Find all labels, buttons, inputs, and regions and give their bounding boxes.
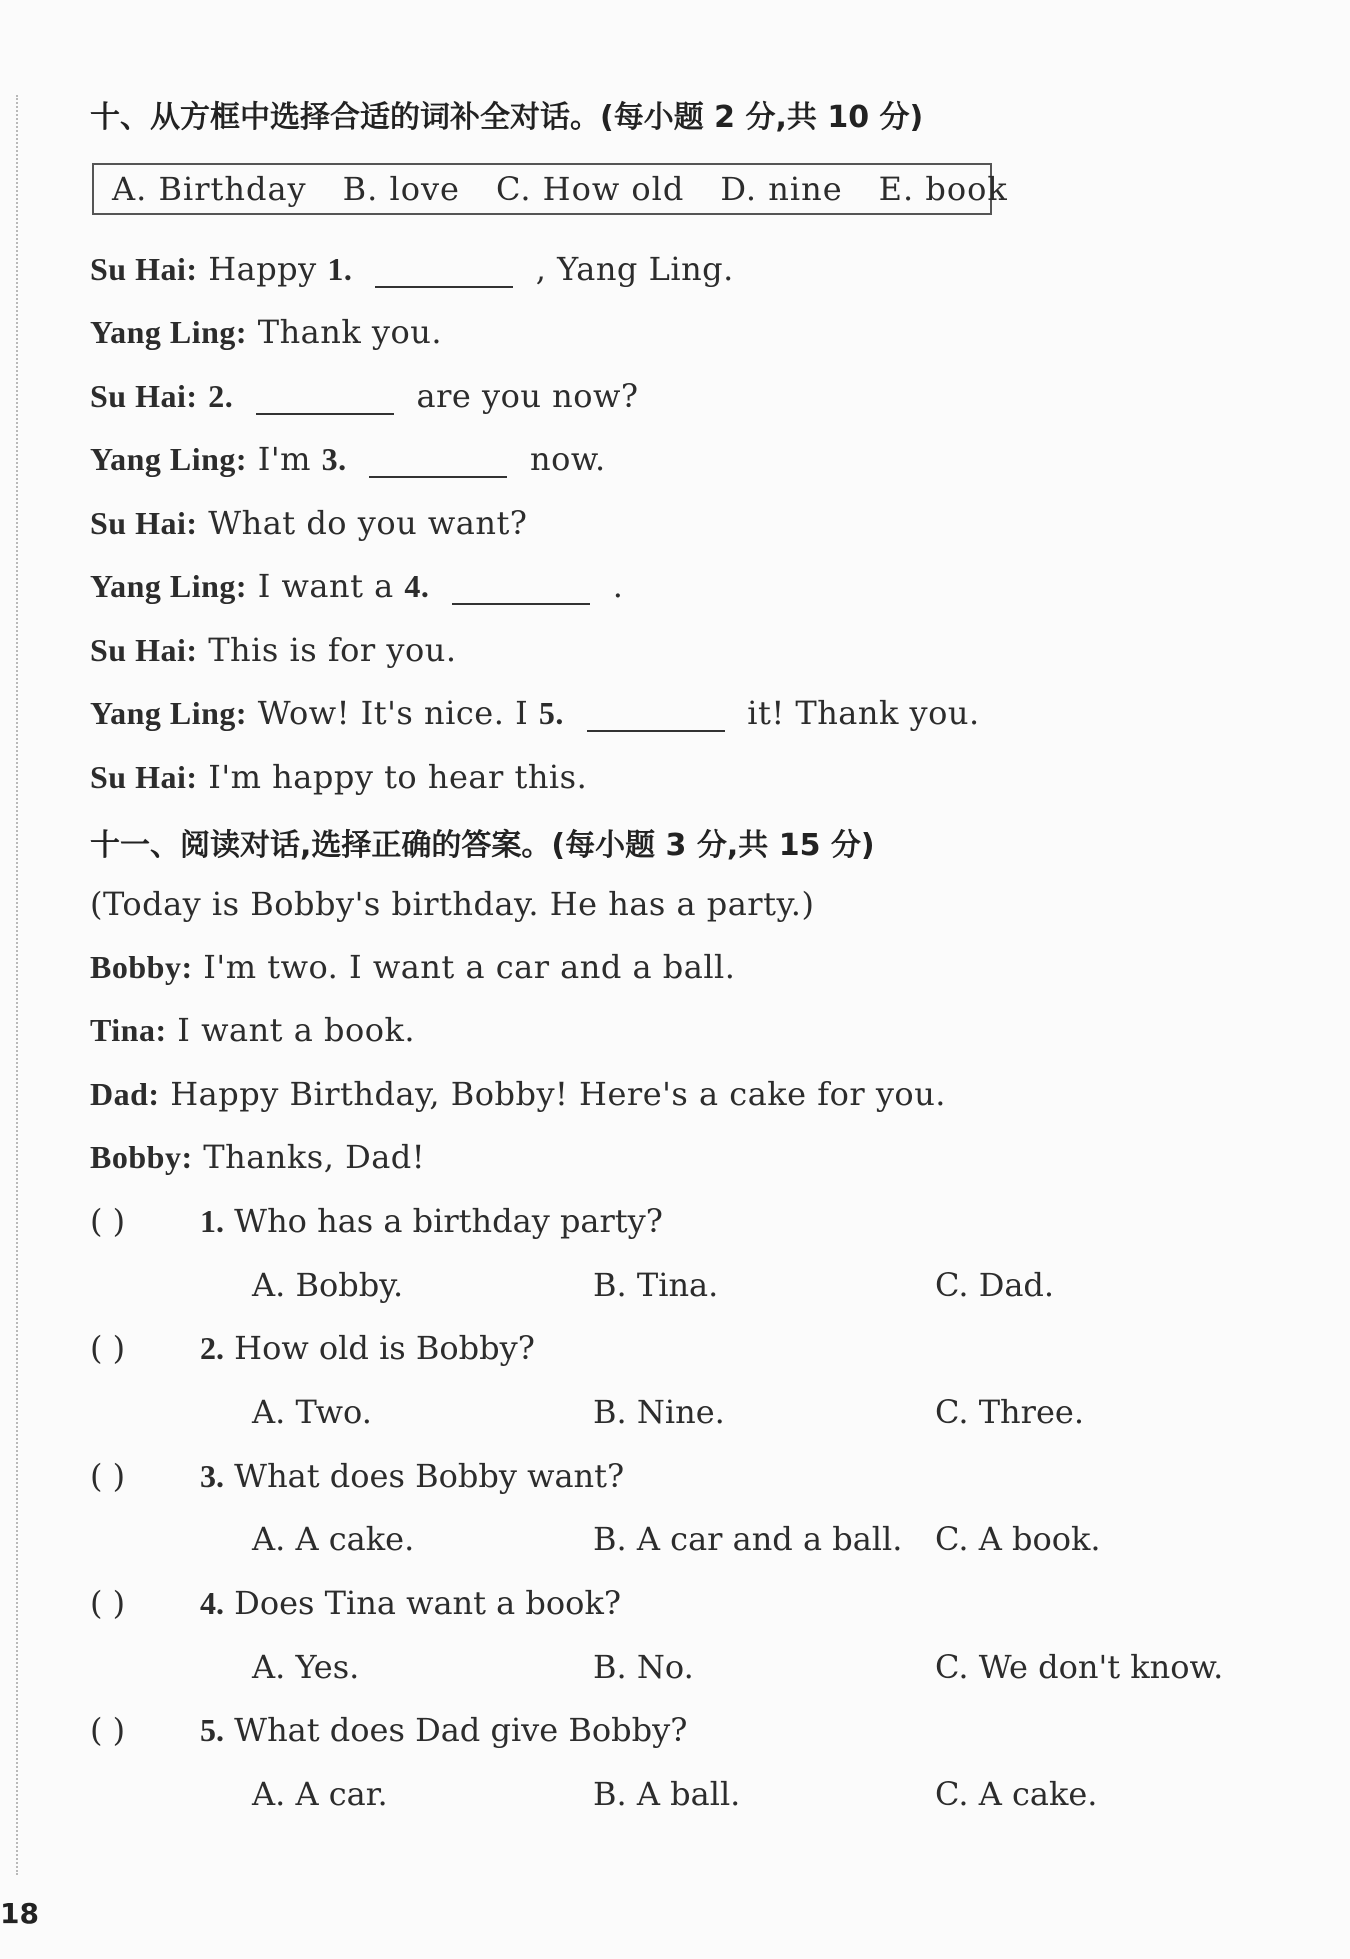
speaker-label: Su Hai: <box>90 632 198 668</box>
blank-number: 3. <box>321 441 347 477</box>
speaker-label: Yang Ling: <box>90 314 248 350</box>
option-a: A. A cake. <box>252 1520 415 1558</box>
speaker-label: Dad: <box>90 1076 160 1112</box>
dialogue-line <box>90 948 735 986</box>
dialogue-line <box>90 694 980 732</box>
blank-number: 2. <box>208 378 234 414</box>
dialogue-line <box>90 440 606 478</box>
option-a: A. Bobby. <box>252 1266 404 1304</box>
question-text: Does Tina want a book? <box>234 1584 621 1622</box>
word-option: D. nine <box>720 170 843 208</box>
line-text: , Yang Ling. <box>535 250 734 288</box>
question-number: 3. <box>200 1458 224 1494</box>
dialogue-line <box>90 567 623 605</box>
question <box>200 1329 535 1367</box>
word-options-box <box>92 163 1008 215</box>
line-text: Thanks, Dad! <box>203 1138 426 1176</box>
dialogue-line <box>90 313 442 351</box>
line-text: I'm two. I want a car and a ball. <box>203 948 736 986</box>
blank-number: 5. <box>538 695 564 731</box>
dialogue-line <box>90 504 527 542</box>
line-text: Happy Birthday, Bobby! Here's a cake for you. <box>170 1075 946 1113</box>
question <box>200 1584 621 1622</box>
line-text: I'm happy to hear this. <box>208 758 588 796</box>
word-option: E. book <box>878 170 1008 208</box>
speaker-label: Su Hai: <box>90 759 198 795</box>
option-b: B. A car and a ball. <box>593 1520 903 1558</box>
option-c: C. A book. <box>935 1520 1101 1558</box>
question <box>200 1457 624 1495</box>
speaker-label: Su Hai: <box>90 378 198 414</box>
option-a: A. A car. <box>252 1775 388 1813</box>
option-c: C. We don't know. <box>935 1648 1224 1686</box>
option-b: B. Nine. <box>593 1393 725 1431</box>
section-10-title: 十、从方框中选择合适的词补全对话。(每小题 2 分,共 10 分) <box>90 100 924 135</box>
dialogue-line <box>90 377 639 415</box>
speaker-label: Su Hai: <box>90 505 198 541</box>
dialogue-line <box>90 1075 946 1113</box>
question-text: How old is Bobby? <box>234 1329 535 1367</box>
speaker-label: Yang Ling: <box>90 568 248 604</box>
question-number: 5. <box>200 1712 224 1748</box>
answer-bracket[interactable]: ( ) <box>90 1202 126 1240</box>
blank-number: 1. <box>327 251 353 287</box>
speaker-label: Su Hai: <box>90 251 198 287</box>
word-option: A. Birthday <box>112 170 307 208</box>
question-number: 1. <box>200 1203 224 1239</box>
speaker-label: Yang Ling: <box>90 441 248 477</box>
line-text: I want a <box>257 567 405 605</box>
option-a: A. Yes. <box>252 1648 360 1686</box>
margin-divider <box>16 95 18 1875</box>
answer-bracket[interactable]: ( ) <box>90 1711 126 1749</box>
word-option: C. How old <box>495 170 685 208</box>
reading-intro: (Today is Bobby's birthday. He has a party.) <box>90 885 815 923</box>
line-text: Happy <box>208 250 328 288</box>
section-11-title: 十一、阅读对话,选择正确的答案。(每小题 3 分,共 15 分) <box>90 828 875 863</box>
line-text: . <box>612 567 624 605</box>
answer-blank[interactable] <box>587 729 725 732</box>
line-text: I want a book. <box>177 1011 416 1049</box>
option-b: B. A ball. <box>593 1775 741 1813</box>
question <box>200 1711 687 1749</box>
speaker-label: Yang Ling: <box>90 695 248 731</box>
speaker-label: Tina: <box>90 1012 167 1048</box>
option-c: C. Dad. <box>935 1266 1055 1304</box>
option-c: C. A cake. <box>935 1775 1098 1813</box>
line-text: I'm <box>257 440 322 478</box>
answer-bracket[interactable]: ( ) <box>90 1329 126 1367</box>
answer-blank[interactable] <box>375 285 513 288</box>
line-text: are you now? <box>416 377 639 415</box>
dialogue-line <box>90 250 734 288</box>
answer-blank[interactable] <box>369 475 507 478</box>
dialogue-line <box>90 631 457 669</box>
option-b: B. Tina. <box>593 1266 719 1304</box>
question <box>200 1202 663 1240</box>
question-text: What does Bobby want? <box>234 1457 625 1495</box>
speaker-label: Bobby: <box>90 1139 193 1175</box>
page-number: 18 <box>0 1897 39 1930</box>
line-text: Wow! It's nice. I <box>257 694 539 732</box>
question-number: 2. <box>200 1330 224 1366</box>
line-text: it! Thank you. <box>747 694 980 732</box>
answer-blank[interactable] <box>452 602 590 605</box>
question-text: What does Dad give Bobby? <box>234 1711 688 1749</box>
option-c: C. Three. <box>935 1393 1084 1431</box>
question-text: Who has a birthday party? <box>234 1202 663 1240</box>
line-text: What do you want? <box>208 504 528 542</box>
speaker-label: Bobby: <box>90 949 193 985</box>
question-number: 4. <box>200 1585 224 1621</box>
option-b: B. No. <box>593 1648 694 1686</box>
option-a: A. Two. <box>252 1393 372 1431</box>
answer-bracket[interactable]: ( ) <box>90 1457 126 1495</box>
dialogue-line <box>90 758 587 796</box>
dialogue-line <box>90 1011 415 1049</box>
line-text: Thank you. <box>257 313 443 351</box>
line-text: This is for you. <box>208 631 457 669</box>
line-text: now. <box>530 440 606 478</box>
answer-blank[interactable] <box>256 412 394 415</box>
blank-number: 4. <box>404 568 430 604</box>
word-option: B. love <box>342 170 460 208</box>
dialogue-line <box>90 1138 425 1176</box>
answer-bracket[interactable]: ( ) <box>90 1584 126 1622</box>
